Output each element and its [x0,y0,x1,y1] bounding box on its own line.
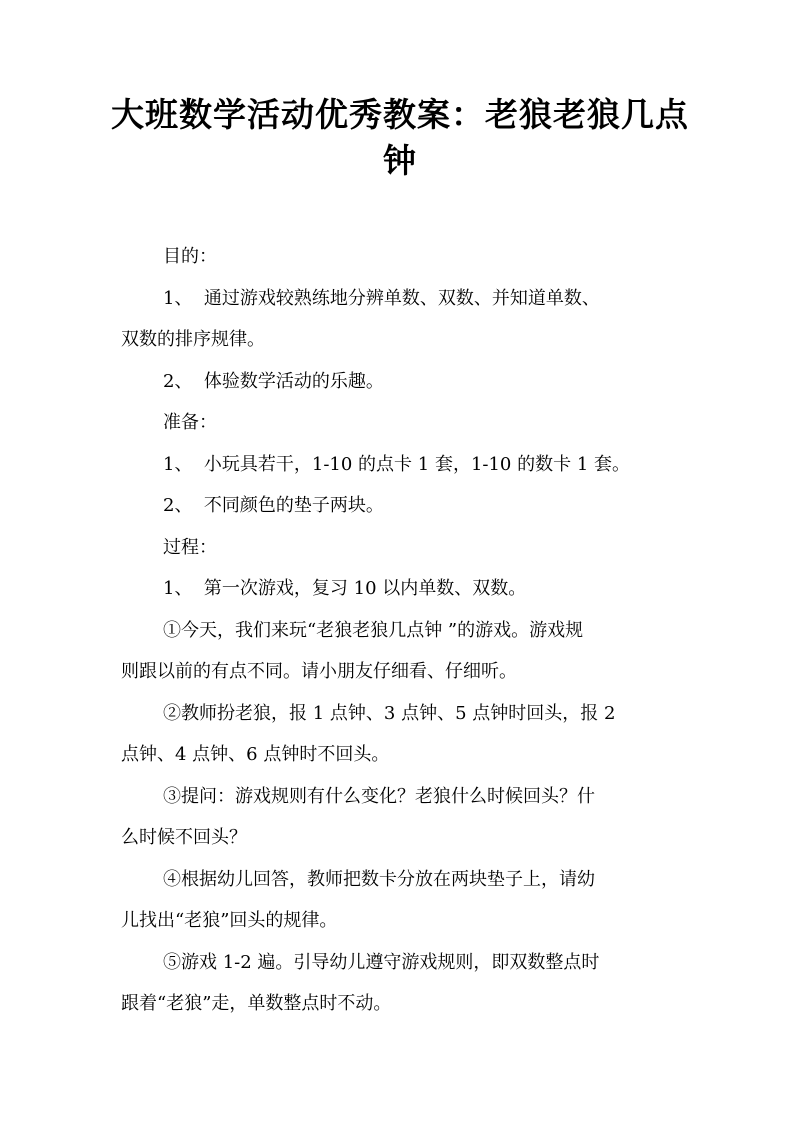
process-step-2-continued: 点钟、4 点钟、6 点钟时不回头。 [121,744,390,765]
process-step-3: ③提问：游戏规则有什么变化？老狼什么时候回头？什 [163,785,595,807]
process-step-1-continued: 则跟以前的有点不同。请小朋友仔细看、仔细听。 [121,661,517,682]
section-heading-goals: 目的： [163,246,217,267]
goal-item-1-continued: 双数的排序规律。 [121,329,265,350]
section-heading-preparation: 准备： [163,412,217,433]
goal-item-2: 2、 体验数学活动的乐趣。 [163,370,384,392]
title-line-1: 大班数学活动优秀教案：老狼老狼几点 [111,95,689,134]
process-step-4: ④根据幼儿回答，教师把数卡分放在两块垫子上，请幼 [163,868,595,890]
document-body [121,236,681,1025]
preparation-item-1: 1、 小玩具若干，1-10 的点卡 1 套，1-10 的数卡 1 套。 [163,453,631,475]
document-title [110,92,690,184]
process-item-1: 1、 第一次游戏，复习 10 以内单数、双数。 [163,578,527,599]
process-step-1: ①今天，我们来玩“老狼老狼几点钟 ”的游戏。游戏规 [163,619,584,641]
section-heading-process: 过程： [163,536,217,558]
process-step-5: ⑤游戏 1-2 遍。引导幼儿遵守游戏规则，即双数整点时 [163,951,600,973]
preparation-item-2: 2、 不同颜色的垫子两块。 [163,495,384,516]
goal-item-1: 1、 通过游戏较熟练地分辨单数、双数、并知道单数、 [163,287,600,309]
process-step-4-continued: 儿找出“老狼”回头的规律。 [121,910,338,931]
title-line-2: 钟 [383,141,417,180]
process-step-2: ②教师扮老狼，报 1 点钟、3 点钟、5 点钟时回头，报 2 [163,702,616,724]
process-step-3-continued: 么时候不回头？ [121,827,247,848]
process-step-5-continued: 跟着“老狼”走，单数整点时不动。 [121,993,392,1014]
